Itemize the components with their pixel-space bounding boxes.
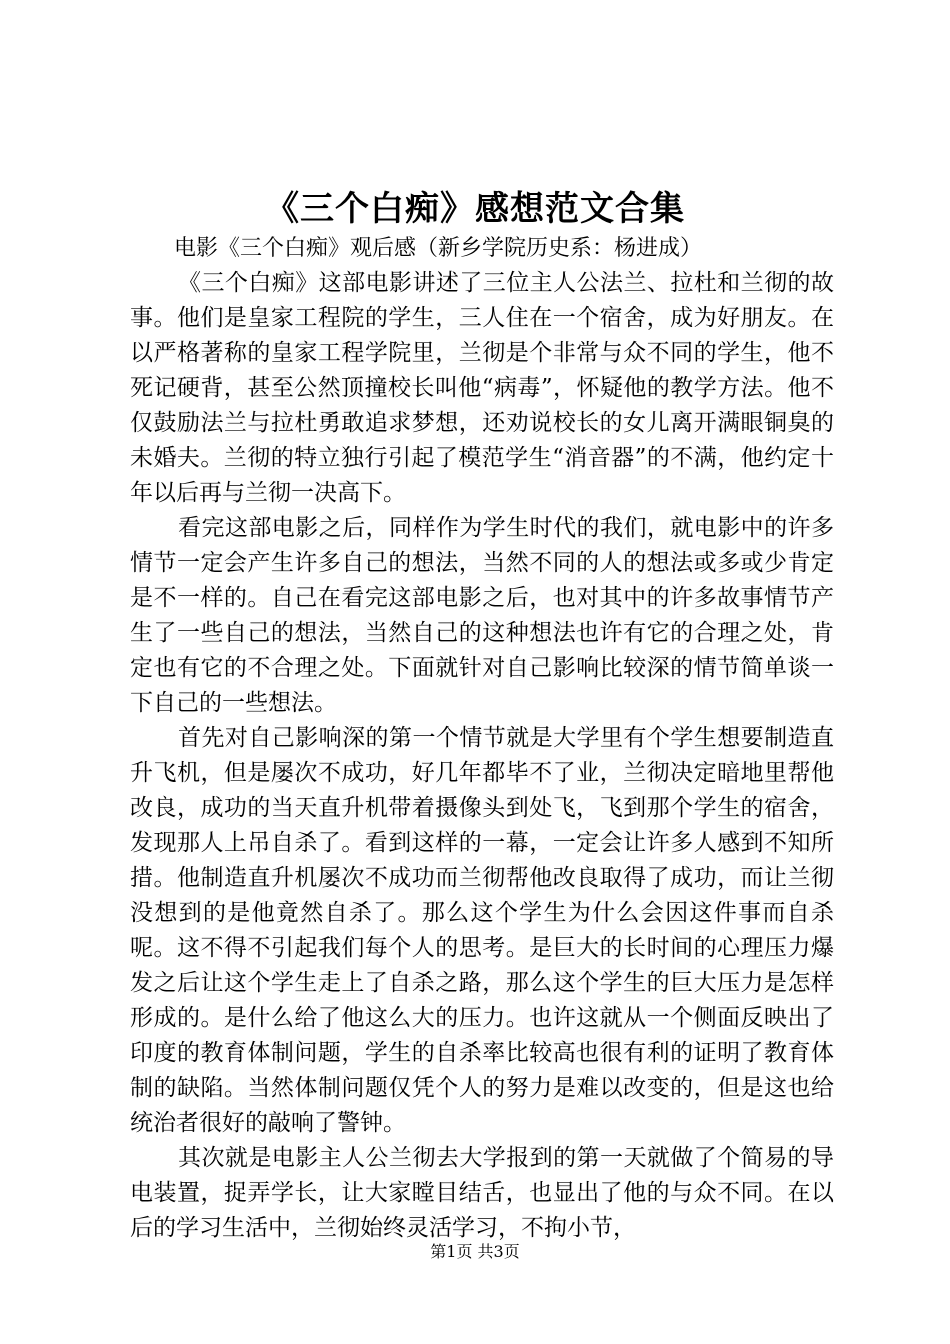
paragraph-1: 《三个白痴》这部电影讲述了三位主人公法兰、拉杜和兰彻的故事。他们是皇家工程院的学生，三人住在一个宿舍，成为好朋友。在以严格著称的皇家工程学院里，兰彻是个非常与众不同的学生，他不死记硬背，甚至公然顶撞校长叫他“病毒”，怀疑他的教学方法。他不仅鼓励法兰与拉杜勇敢追求梦想，还劝说校长的女儿离开满眼铜臭的未婚夫。兰彻的特立独行引起了模范学生“消音器”的不满，他约定十年以后再与兰彻一决高下。	[130, 270, 834, 506]
paragraph-4: 其次就是电影主人公兰彻去大学报到的第一天就做了个简易的导电装置，捉弄学长，让大家瞠目结舌，也显出了他的与众不同。在以后的学习生活中，兰彻始终灵活学习，不拘小节，	[130, 1145, 834, 1241]
paragraph-3: 首先对自己影响深的第一个情节就是大学里有个学生想要制造直升飞机，但是屡次不成功，好几年都毕不了业，兰彻决定暗地里帮他改良，成功的当天直升机带着摄像头到处飞，飞到那个学生的宿舍，发现那人上吊自杀了。看到这样的一幕，一定会让许多人感到不知所措。他制造直升机屡次不成功而兰彻帮他改良取得了成功，而让兰彻没想到的是他竟然自杀了。那么这个学生为什么会因这件事而自杀呢。这不得不引起我们每个人的思考。是巨大的长时间的心理压力爆发之后让这个学生走上了自杀之路，那么这个学生的巨大压力是怎样形成的。是什么给了他这么大的压力。也许这就从一个侧面反映出了印度的教育体制问题，学生的自杀率比较高也很有利的证明了教育体制的缺陷。当然体制问题仅凭个人的努力是难以改变的，但是这也给统治者很好的敲响了警钟。	[130, 725, 834, 1136]
document-body	[130, 266, 834, 1246]
paragraph-2: 看完这部电影之后，同样作为学生时代的我们，就电影中的许多情节一定会产生许多自己的想法，当然不同的人的想法或多或少肯定是不一样的。自己在看完这部电影之后，也对其中的许多故事情节产生了一些自己的想法，当然自己的这种想法也许有它的合理之处，肯定也有它的不合理之处。下面就针对自己影响比较深的情节简单谈一下自己的一些想法。	[130, 515, 834, 716]
page-footer: 第1页 共3页	[430, 1242, 520, 1261]
document-subtitle: 电影《三个白痴》观后感（新乡学院历史系：杨进成）	[174, 236, 703, 261]
document-title: 《三个白痴》感想范文合集	[265, 189, 685, 229]
